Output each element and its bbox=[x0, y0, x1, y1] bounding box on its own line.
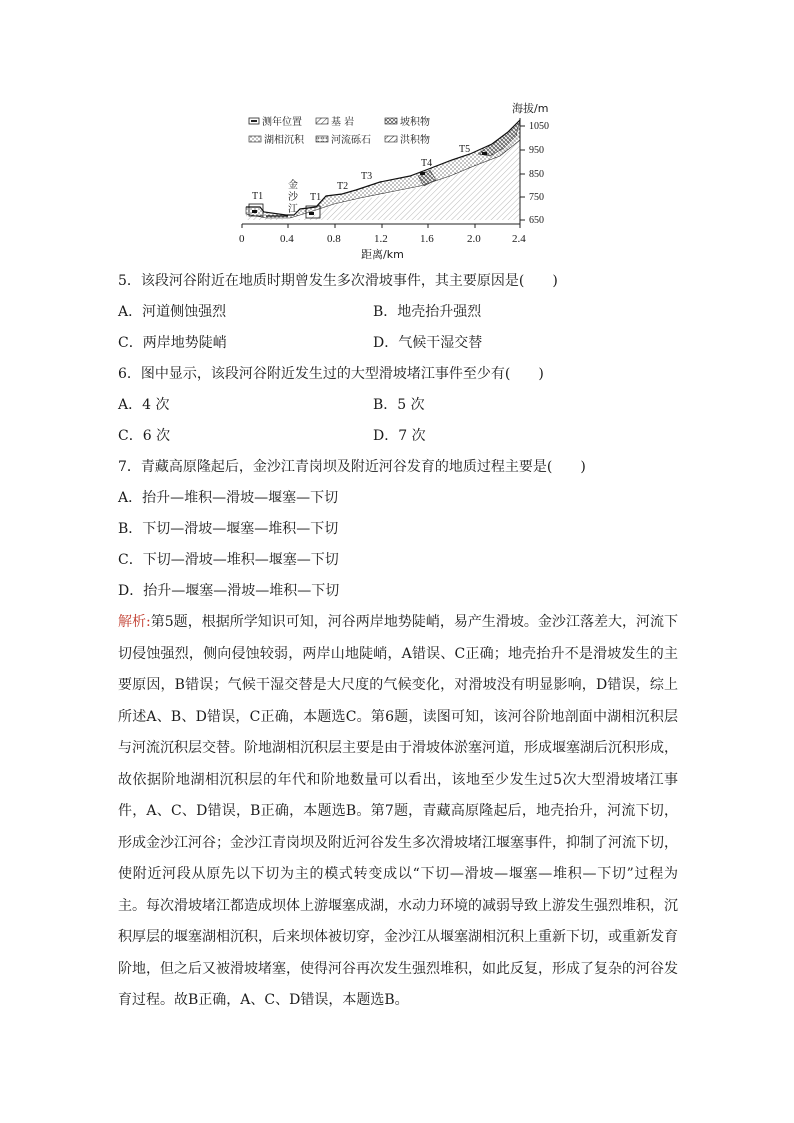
x-tick-label: 1.2 bbox=[374, 233, 388, 245]
analysis-lead: 解析: bbox=[118, 614, 151, 630]
legend-swatch-lacustrine bbox=[249, 136, 261, 142]
y-tick-label: 850 bbox=[529, 169, 544, 180]
legend-swatch-gravel bbox=[316, 136, 328, 142]
option-a[interactable]: A．抬升—堆积—滑坡—堰塞—下切 bbox=[118, 490, 339, 506]
question-6-options-row-1 bbox=[118, 390, 688, 421]
terrace-label-t5: T5 bbox=[459, 144, 471, 155]
question-5-stem: 5．该段河谷附近在地质时期曾发生多次滑坡事件，其主要原因是( ) bbox=[118, 273, 558, 289]
legend-label-dating-site: 测年位置 bbox=[262, 117, 302, 128]
x-tick-label: 2.4 bbox=[512, 233, 526, 245]
legend-label-gravel: 河流砾石 bbox=[331, 135, 371, 146]
x-tick-label: 2.0 bbox=[467, 233, 481, 245]
legend-swatch-diluvium bbox=[385, 136, 397, 142]
terrace-label-t1-right: T1 bbox=[310, 192, 322, 203]
y-axis-title: 海拔/m bbox=[512, 102, 549, 115]
question-7-stem: 7．青藏高原隆起后，金沙江青岗坝及附近河谷发育的地质过程主要是( ) bbox=[118, 459, 586, 475]
question-6-stem: 6．图中显示，该段河谷附近发生过的大型滑坡堵江事件至少有( ) bbox=[118, 366, 544, 382]
option-b[interactable]: B．5 次 bbox=[373, 397, 425, 413]
question-5-options-row-1 bbox=[118, 297, 688, 328]
geologic-profile-figure bbox=[230, 96, 560, 264]
option-d[interactable]: D．气候干湿交替 bbox=[373, 335, 483, 351]
legend-label-colluvium: 坡积物 bbox=[400, 117, 430, 128]
option-b[interactable]: B．地壳抬升强烈 bbox=[373, 304, 482, 320]
x-tick-label: 0 bbox=[239, 233, 245, 245]
legend-swatch-bedrock bbox=[316, 118, 328, 124]
legend-swatch-colluvium bbox=[385, 118, 397, 124]
y-tick-label: 950 bbox=[529, 145, 544, 156]
option-d[interactable]: D．抬升—堰塞—滑坡—堆积—下切 bbox=[118, 583, 340, 599]
option-c[interactable]: C．两岸地势陡峭 bbox=[118, 335, 227, 351]
legend-label-diluvium: 洪积物 bbox=[400, 135, 430, 146]
svg-text:金: 金 bbox=[288, 180, 298, 191]
legend bbox=[249, 115, 430, 146]
option-d[interactable]: D．7 次 bbox=[373, 428, 426, 444]
terrace-label-t4: T4 bbox=[421, 158, 433, 169]
analysis-body: 第5题，根据所学知识可知，河谷两岸地势陡峭，易产生滑坡。金沙江落差大，河流下切侵蚀强烈，侧向侵蚀较弱，两岸山地陡峭，A错误、C正确；地壳抬升不是滑坡发生的主要原因，B错误；气候干湿交替是大尺度的气候变化，对滑坡没有明显影响，D错误，综上所述A、B、D错误，C正确，本题选C。第6题，读图可知，该河谷阶地剖面中湖相沉积层与河流沉积层交替。阶地湖相沉积层主要是由于滑坡体淤塞河道，形成堰塞湖后沉积形成，故依据阶地湖相沉积层的年代和阶地数量可以看出，该地至少发生过5次大型滑坡堵江事件，A、C、D错误，B正确，本题选B。第7题，青藏高原隆起后，地壳抬升，河流下切，形成金沙江河谷；金沙江青岗坝及附近河谷发生多次滑坡堵江堰塞事件，抑制了河流下切，使附近河段从原先以下切为主的模式转变成以“下切—滑坡—堰塞—堆积—下切”过程为主。每次滑坡堵江都造成坝体上游堰塞成湖，水动力环境的减弱导致上游发生强烈堆积，沉积厚层的堰塞湖相沉积，后来坝体被切穿，金沙江从堰塞湖相沉积上重新下切，或重新发育阶地，但之后又被滑坡堵塞，使得河谷再次发生强烈堆积，如此反复，形成了复杂的河谷发育过程。故B正确，A、C、D错误，本题选B。 bbox=[118, 614, 679, 1008]
x-tick-label: 0.8 bbox=[327, 233, 341, 245]
analysis-paragraph bbox=[118, 607, 678, 1017]
terrace-label-t3: T3 bbox=[361, 171, 373, 182]
legend-label-bedrock: 基 岩 bbox=[331, 117, 355, 128]
terrace-label-t2: T2 bbox=[337, 181, 349, 192]
river-label bbox=[288, 178, 299, 215]
legend-label-lacustrine: 湖相沉积 bbox=[264, 135, 304, 146]
option-c[interactable]: C．下切—滑坡—堆积—堰塞—下切 bbox=[118, 552, 339, 568]
option-a[interactable]: A．河道侧蚀强烈 bbox=[118, 304, 227, 320]
option-b[interactable]: B．下切—滑坡—堰塞—堆积—下切 bbox=[118, 521, 339, 537]
x-tick-label: 1.6 bbox=[420, 233, 434, 245]
y-tick-label: 650 bbox=[529, 215, 544, 226]
x-ticks bbox=[239, 224, 526, 245]
terrace-label-t1-left: T1 bbox=[252, 191, 264, 202]
svg-text:沙: 沙 bbox=[288, 192, 298, 203]
y-tick-label: 1050 bbox=[529, 121, 549, 132]
y-tick-label: 750 bbox=[529, 192, 544, 203]
y-ticks bbox=[520, 121, 549, 226]
x-axis-title: 距离/km bbox=[361, 248, 404, 261]
question-content bbox=[118, 266, 688, 1017]
option-a[interactable]: A．4 次 bbox=[118, 397, 170, 413]
option-c[interactable]: C．6 次 bbox=[118, 428, 171, 444]
svg-text:江: 江 bbox=[288, 204, 298, 215]
question-6-options-row-2 bbox=[118, 421, 688, 452]
x-tick-label: 0.4 bbox=[280, 233, 294, 245]
question-5-options-row-2 bbox=[118, 328, 688, 359]
